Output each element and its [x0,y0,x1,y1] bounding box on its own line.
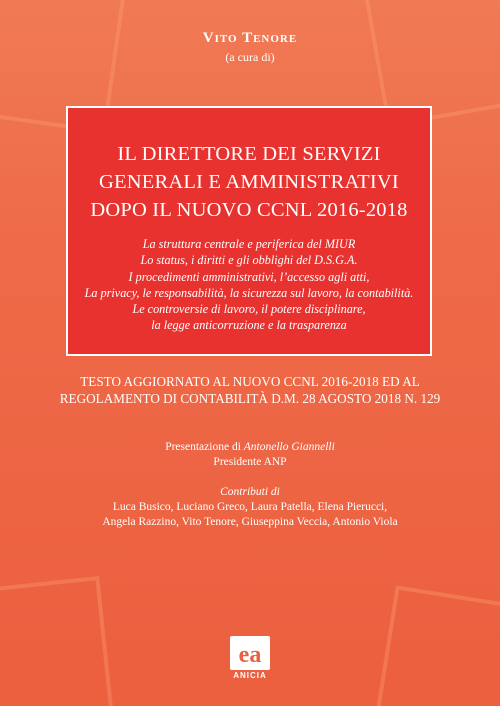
contributors-line: Angela Razzino, Vito Tenore, Giuseppina Veccia, Antonio Viola [102,516,398,528]
decorative-frame [0,576,116,706]
subtitle-line: La struttura centrale e periferica del MIUR [142,237,356,251]
subtitle-line: Le controversie di lavoro, il potere disciplinare, [132,302,366,317]
publisher-logo [224,636,276,680]
update-line: REGOLAMENTO DI CONTABILITÀ D.M. 28 AGOSTO 2018 N. 129 [59,391,441,406]
presentation-line [0,440,500,455]
logo-mark-text: ea [238,642,262,668]
publisher-name: ANICIA [233,671,267,680]
contributors-line: Luca Busico, Luciano Greco, Laura Patella, Elena Pierucci, [112,501,388,513]
ea-logo-icon [230,636,270,670]
subtitle-line: I procedimenti amministrativi, l’accesso agli atti, [128,269,370,284]
author-block [0,30,500,65]
title-box [66,106,432,356]
title-line: IL DIRETTORE DEI SERVIZI [117,143,381,165]
contributors-heading: Contributi di [220,486,280,498]
presenter-role: Presidente ANP [213,456,287,468]
author-name: Vito Tenore [202,30,298,46]
book-subtitle [68,236,430,334]
presenter-name: Antonello Giannelli [243,441,335,453]
author-role: (a cura di) [225,50,275,64]
update-line: TESTO AGGIORNATO AL NUOVO CCNL 2016-2018 ED AL [80,374,420,389]
book-title [68,140,430,224]
presentation-block [0,440,500,470]
decorative-frame [371,585,500,706]
contributors-block [0,485,500,530]
title-line: DOPO IL NUOVO CCNL 2016-2018 [90,199,408,221]
subtitle-line: La privacy, le responsabilità, la sicurezza sul lavoro, la contabilità. [84,285,414,300]
presentation-prefix: Presentazione di [165,441,241,453]
update-note [0,373,500,407]
subtitle-line: Lo status, i diritti e gli obblighi del D.S.G.A. [140,253,358,268]
subtitle-line: la legge anticorruzione e la trasparenza [151,318,347,333]
title-line: GENERALI E AMMINISTRATIVI [99,171,399,193]
